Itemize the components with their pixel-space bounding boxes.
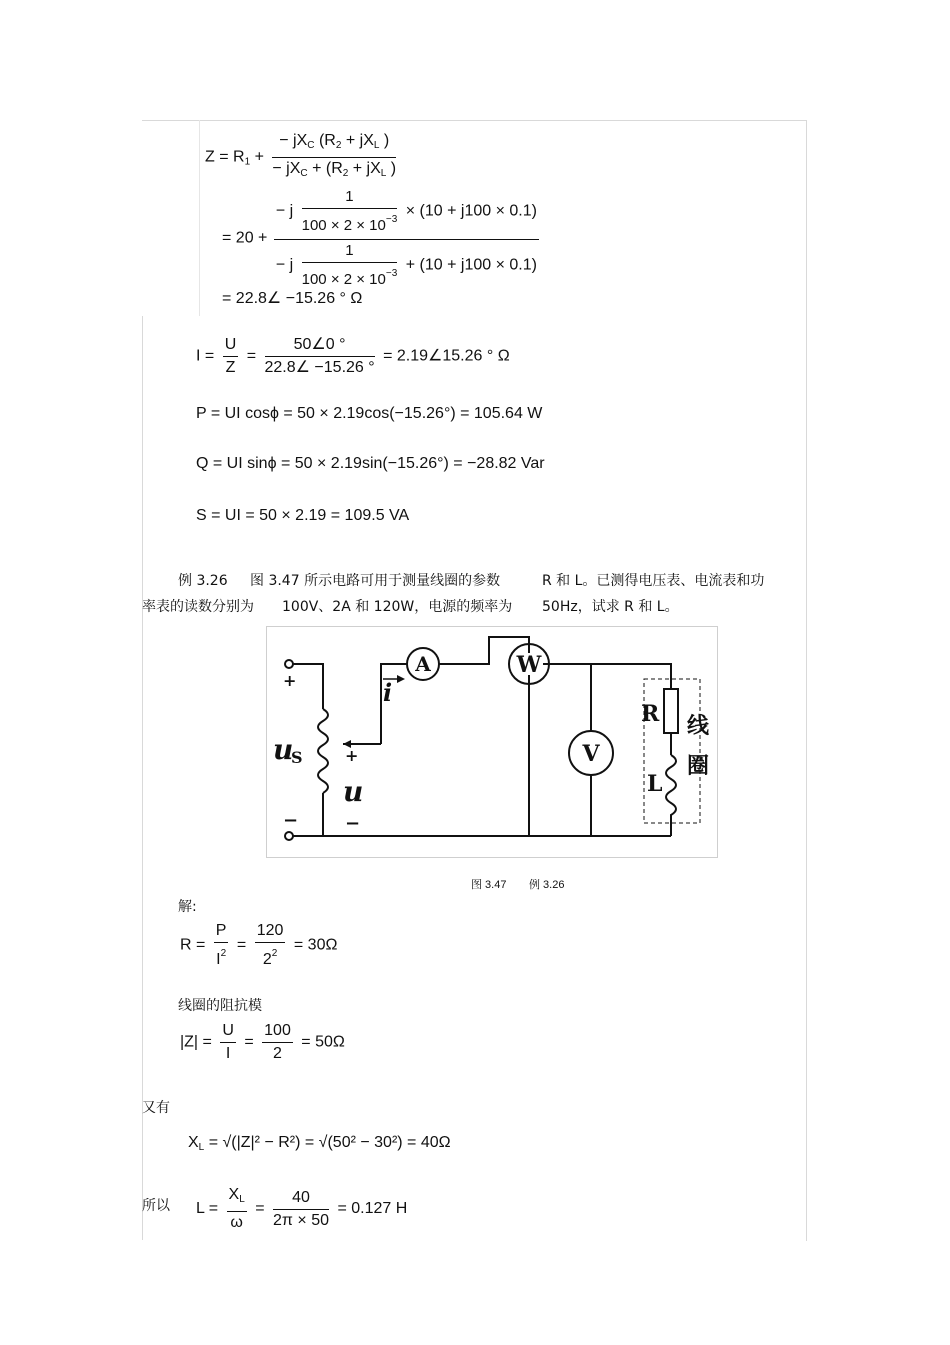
equation-p: P = UI cosϕ = 50 × 2.19cos(−15.26°) = 105.64 W <box>196 405 543 422</box>
equation-z-result: = 22.8∠ −15.26 ° Ω <box>222 290 363 307</box>
tap-label: u <box>343 775 364 808</box>
autotransformer-coil <box>318 709 328 793</box>
equation-xl: $X_L = √(|Z|^2 - R^2) = √(50^2 - 30^2) = 40\Omega$ <box>188 1134 451 1153</box>
resistor <box>664 689 678 733</box>
plus-sign-source: + <box>283 671 297 690</box>
circuit-diagram <box>267 627 717 857</box>
current-arrow-icon <box>397 675 405 683</box>
terminal-bottom <box>285 832 293 840</box>
terminal-top <box>285 660 293 668</box>
equation-i: I = $\frac{U}{Z}$ = $\frac{50\angle 0 ^\circ}{22.8\angle -15.26 ^\circ}$ = 2.19∠15.26 ° Ω <box>196 336 510 376</box>
coil-impedance-label: 线圈的阻抗模 <box>178 998 262 1014</box>
coil-label-2: 圈 <box>687 753 710 779</box>
current-label: i <box>383 678 393 707</box>
frame-left-border-top <box>199 120 200 316</box>
source-label: u <box>273 733 294 766</box>
example-text-1: 图 3.47 所示电路可用于测量线圈的参数 <box>250 573 501 589</box>
wattmeter-label: W <box>516 652 542 678</box>
inductor-coil <box>666 755 676 836</box>
solution-label: 解: <box>178 899 197 915</box>
example-text-4: 100V、2A 和 120W，电源的频率为 <box>282 599 513 615</box>
equation-z: $Z = R_1$ + $\frac{- jX_C (R_2 + jX_L )}{- jX_C + (R_2 + jX_L )}$ <box>205 132 397 179</box>
coil-label-1: 线 <box>687 713 710 739</box>
figure-caption-title: 例 3.26 <box>529 879 565 891</box>
circuit-figure <box>266 626 718 858</box>
minus-sign-tap: − <box>345 813 361 834</box>
minus-sign-source: − <box>283 810 299 831</box>
equation-z-numeric: = 20 + − j $\frac{1}{100 \times 2 \times 10^{-3}}$ × (10 + j100 × 0.1) − j $\frac{1}{100 \times 2 \times 10^{-3}}$ + (10 + j100 × 0.1) <box>222 188 537 288</box>
voltmeter-label: V <box>582 741 600 767</box>
resistor-label: R <box>641 701 660 727</box>
ammeter-label: A <box>415 652 431 676</box>
figure-caption-number: 图 3.47 <box>471 879 507 891</box>
equation-l: L = $\frac{X_L}{\omega}$ = $\frac{40}{2\pi \times 50}$ = 0.127 H <box>196 1186 408 1231</box>
therefore-label: 所以 <box>142 1198 170 1214</box>
also-label: 又有 <box>142 1100 170 1116</box>
example-text-2: R 和 L。已测得电压表、电流表和功 <box>542 573 765 589</box>
example-text-5: 50Hz，试求 R 和 L。 <box>542 599 679 615</box>
equation-s: S = UI = 50 × 2.19 = 109.5 VA <box>196 507 410 524</box>
example-label: 例 3.26 <box>178 573 228 589</box>
example-text-3: 率表的读数分别为 <box>142 599 254 615</box>
equation-q: Q = UI sinϕ = 50 × 2.19sin(−15.26°) = −28.82 Var <box>196 455 545 472</box>
plus-sign-tap: + <box>345 746 359 765</box>
source-sub: S <box>291 748 303 767</box>
equation-z-magnitude: |Z| = $\frac{U}{I}$ = $\frac{100}{2}$ = 50Ω <box>180 1022 345 1062</box>
equation-r: R = $\frac{P}{I^2}$ = $\frac{120}{2^2}$ = 30Ω <box>180 922 338 968</box>
inductor-label: L <box>647 771 663 797</box>
